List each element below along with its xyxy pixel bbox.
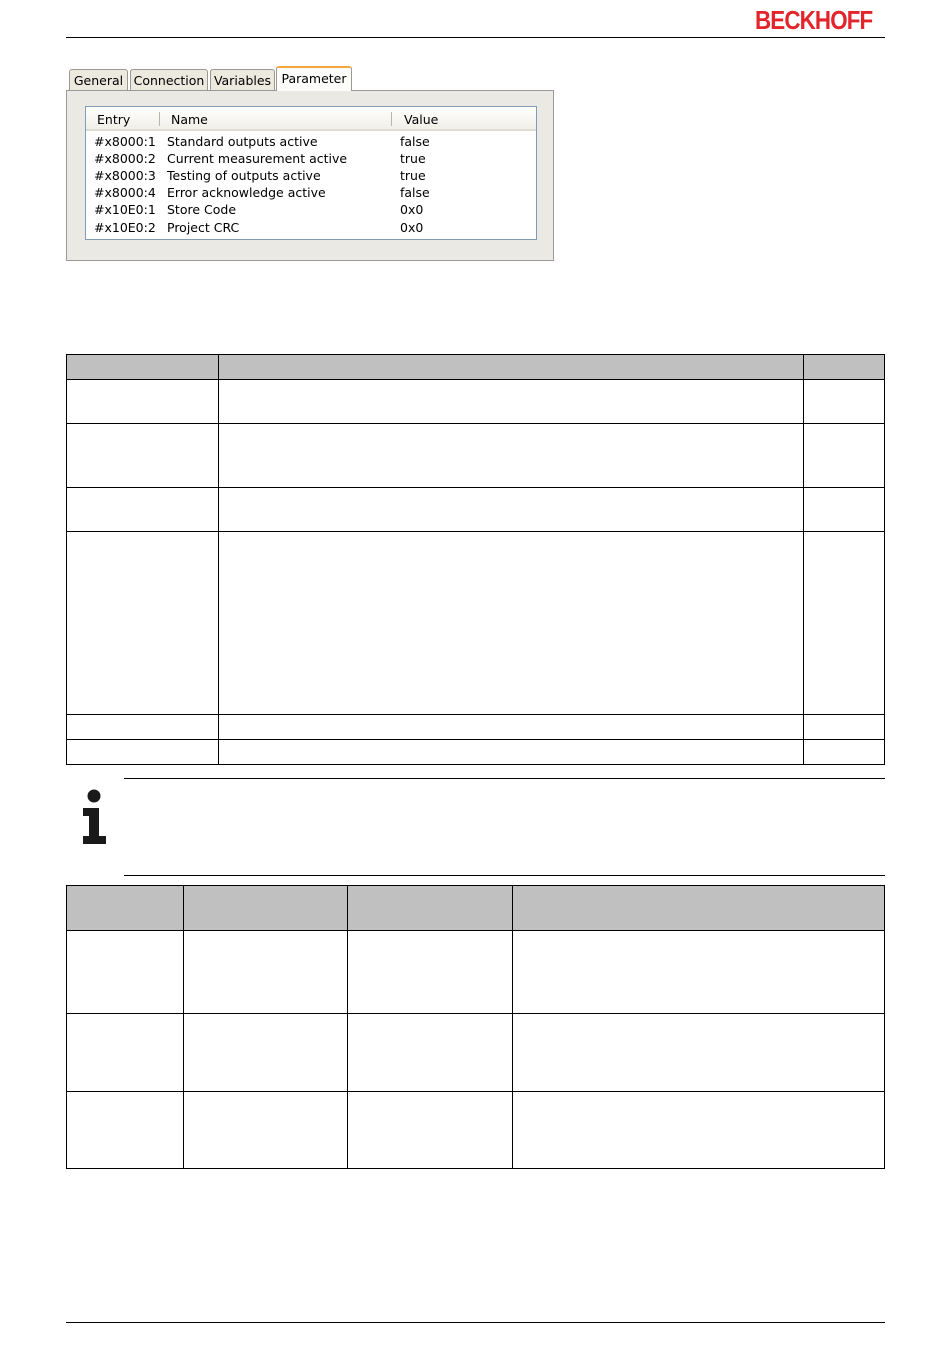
row-divider — [67, 714, 884, 715]
column-divider — [347, 886, 348, 1168]
name-cell: Error acknowledge active — [167, 185, 326, 200]
note-rule-top — [124, 778, 885, 779]
value-cell: false — [400, 185, 430, 200]
list-item[interactable] — [86, 184, 536, 201]
entry-cell: #x8000:3 — [94, 168, 156, 183]
column-divider — [183, 886, 184, 1168]
note-rule-bottom — [124, 875, 885, 876]
entry-cell: #x10E0:2 — [94, 220, 156, 235]
tab-general[interactable]: General — [69, 69, 128, 91]
row-divider — [67, 739, 884, 740]
row-divider — [67, 1091, 884, 1092]
value-cell: 0x0 — [400, 202, 424, 217]
row-divider — [67, 487, 884, 488]
tab-variables[interactable]: Variables — [210, 69, 275, 91]
value-cell: 0x0 — [400, 220, 424, 235]
row-divider — [67, 531, 884, 532]
header-rule — [66, 37, 885, 38]
parameter-table — [66, 354, 885, 765]
row-divider — [67, 930, 884, 931]
list-header — [86, 107, 536, 131]
entry-cell: #x8000:2 — [94, 151, 156, 166]
name-cell: Current measurement active — [167, 151, 348, 166]
row-divider — [67, 423, 884, 424]
column-header-name[interactable]: Name — [171, 112, 208, 127]
footer-rule — [66, 1322, 885, 1323]
row-divider — [67, 1013, 884, 1014]
column-divider — [803, 355, 804, 764]
name-cell: Project CRC — [167, 220, 240, 235]
column-header-value[interactable]: Value — [404, 112, 439, 127]
column-divider — [512, 886, 513, 1168]
data-table — [66, 885, 885, 1169]
name-cell: Store Code — [167, 202, 237, 217]
value-cell: true — [400, 168, 426, 183]
value-cell: false — [400, 134, 430, 149]
list-item[interactable] — [86, 133, 536, 150]
list-item[interactable] — [86, 219, 536, 236]
list-item[interactable] — [86, 150, 536, 167]
column-separator[interactable] — [391, 112, 392, 126]
table-header — [67, 355, 884, 379]
list-item[interactable] — [86, 201, 536, 218]
brand-logo: BECKHOFF — [755, 5, 873, 35]
table-header — [67, 886, 884, 930]
entry-cell: #x8000:1 — [94, 134, 156, 149]
row-divider — [67, 379, 884, 380]
entry-cell: #x8000:4 — [94, 185, 156, 200]
column-divider — [218, 355, 219, 764]
entry-cell: #x10E0:1 — [94, 202, 156, 217]
tab-parameter[interactable]: Parameter — [276, 66, 352, 91]
column-header-entry[interactable]: Entry — [97, 112, 131, 127]
value-cell: true — [400, 151, 426, 166]
info-icon — [80, 788, 110, 846]
list-item[interactable] — [86, 167, 536, 184]
column-separator[interactable] — [159, 112, 160, 126]
name-cell: Testing of outputs active — [167, 168, 321, 183]
tab-connection[interactable]: Connection — [130, 69, 208, 91]
name-cell: Standard outputs active — [167, 134, 318, 149]
parameter-list[interactable] — [85, 106, 537, 240]
